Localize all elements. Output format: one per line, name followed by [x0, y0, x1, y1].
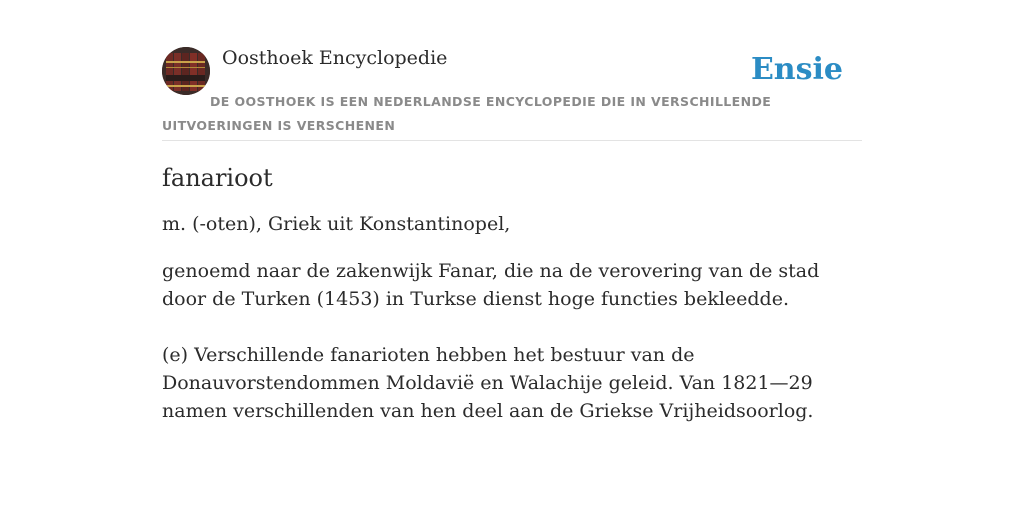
site-title[interactable]: Oosthoek Encyclopedie — [222, 47, 448, 69]
entry-paragraph: (e) Verschillende fanarioten hebben het bestuur van de Donauvorstendommen Moldavië en Walachije geleid. Van 1821—29 namen verschillenden van hen deel aan de Griekse Vrijheidsoorlog. — [162, 344, 814, 422]
entry-content — [162, 160, 862, 425]
book-spines-icon — [162, 47, 210, 95]
site-header — [162, 46, 862, 141]
site-description: DE OOSTHOEK IS EEN NEDERLANDSE ENCYCLOPEDIE DIE IN VERSCHILLENDE UITVOERINGEN IS VERSCHENEN — [162, 94, 772, 133]
entry-term: fanarioot — [162, 164, 273, 192]
entry-paragraph: genoemd naar de zakenwijk Fanar, die na de verovering van de stad door de Turken (1453) in Turkse dienst hoge functies bekleedde. — [162, 260, 820, 310]
encyclopedia-avatar[interactable] — [162, 47, 210, 95]
entry-paragraph: m. (-oten), Griek uit Konstantinopel, — [162, 213, 511, 235]
brand-logo[interactable]: Ensie — [750, 52, 843, 87]
